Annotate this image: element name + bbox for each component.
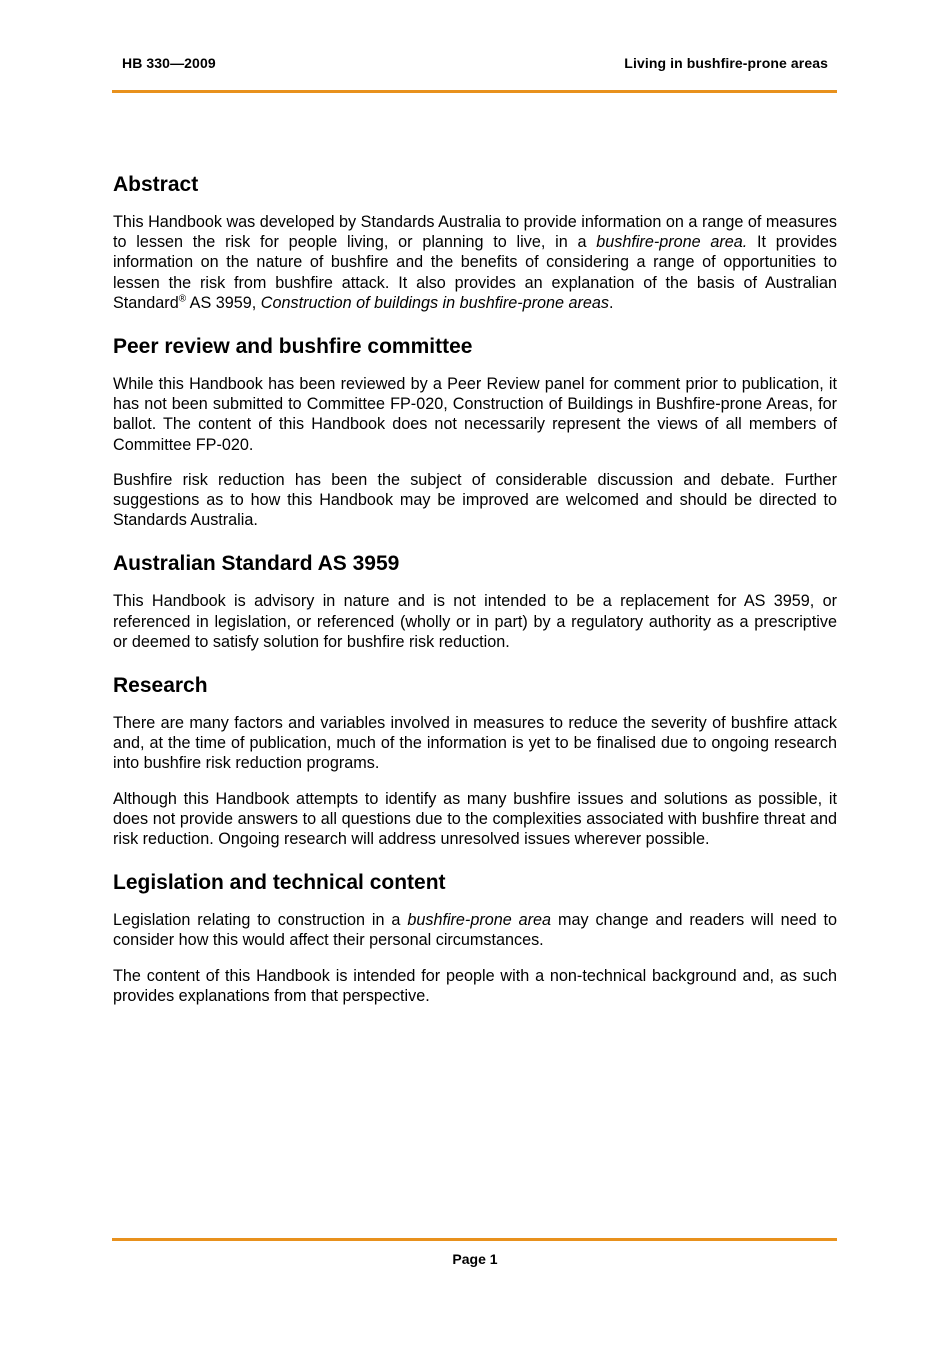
section-heading: Peer review and bushfire committee [113, 335, 473, 359]
paragraph: Bushfire risk reduction has been the subject of considerable discussion and debate. Further suggestions as to how this Handbook may be improved are welcomed and should be directed to Standards Australia. [113, 470, 837, 530]
text-run: Legislation relating to construction in a [113, 911, 408, 930]
section-as3959 [113, 551, 837, 652]
paragraph [113, 212, 837, 313]
section-heading: Research [113, 674, 208, 698]
section-research [113, 673, 837, 849]
italic-title: Construction of buildings in bushfire-prone areas [260, 293, 610, 312]
text-run: It provides information on the nature of bushfire and the benefits of considering a range of opportunities to lessen the risk from bushfire attack. It also provides an explanation of the basis of Australian Standard [113, 233, 837, 312]
text-run: This Handbook was developed by Standards Australia to provide information on a range of measures to lessen the risk for people living, or planning to live, in a [113, 213, 837, 252]
section-heading: Australian Standard AS 3959 [113, 552, 400, 576]
header-document-id: HB 330—2009 [122, 55, 216, 71]
text-run: AS 3959, [186, 293, 261, 312]
page-number: Page 1 [452, 1251, 498, 1267]
header-rule [112, 90, 837, 93]
paragraph: The content of this Handbook is intended for people with a non-technical background and, as such provides explanations from that perspective. [113, 966, 837, 1005]
registered-mark: ® [178, 293, 187, 305]
italic-term: bushfire-prone area. [596, 233, 748, 252]
section-heading: Abstract [113, 173, 199, 196]
section-peer-review [113, 334, 837, 530]
text-run: may change and readers will need to consider how this would affect their personal circumstances. [113, 911, 837, 950]
section-abstract [113, 172, 837, 313]
main-content [113, 172, 837, 1021]
section-legislation [113, 870, 837, 1006]
paragraph: While this Handbook has been reviewed by a Peer Review panel for comment prior to publication, it has not been submitted to Committee FP-020, Construction of Buildings in Bushfire-prone Areas, for ballot. The content of this Handbook does not necessarily represent the views of all members of Committee FP-020. [113, 375, 837, 454]
italic-term: bushfire-prone area [407, 911, 552, 930]
header-document-title: Living in bushfire-prone areas [624, 55, 828, 71]
paragraph: Although this Handbook attempts to identify as many bushfire issues and solutions as possible, it does not provide answers to all questions due to the complexities associated with bushfire threat and risk reduction. Ongoing research will address unresolved issues wherever possible. [113, 789, 837, 849]
paragraph: This Handbook is advisory in nature and is not intended to be a replacement for AS 3959, or referenced in legislation, or referenced (wholly or in part) by a regulatory authority as a prescriptive or deemed to satisfy solution for bushfire risk reduction. [113, 592, 837, 651]
section-heading: Legislation and technical content [113, 871, 446, 895]
paragraph [113, 910, 837, 950]
text-run: . [609, 293, 614, 312]
paragraph: There are many factors and variables involved in measures to reduce the severity of bushfire attack and, at the time of publication, much of the information is yet to be finalised due to ongoing research into bushfire risk reduction programs. [113, 714, 837, 773]
footer-rule [112, 1238, 837, 1241]
